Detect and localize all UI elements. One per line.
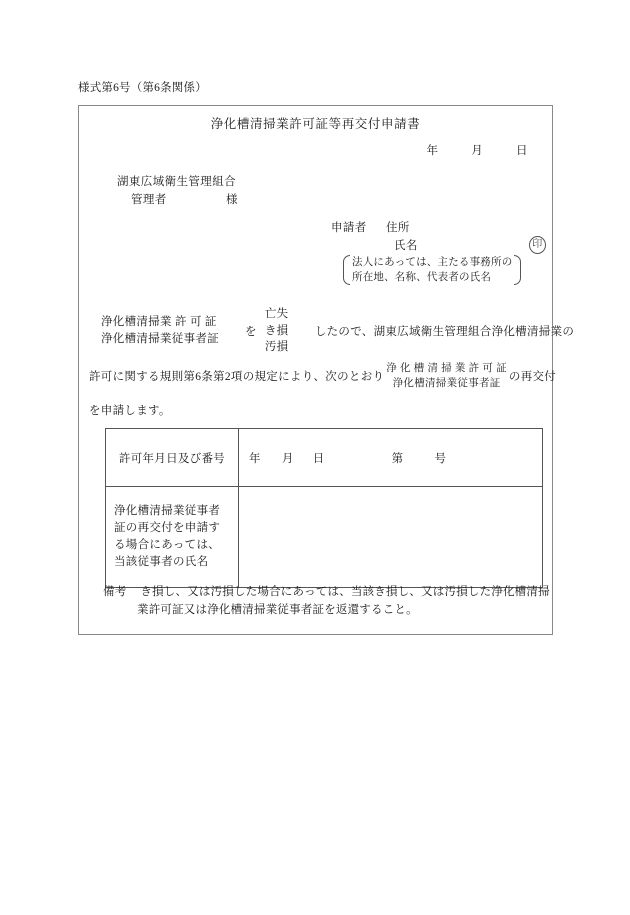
date-month-label: 月 [471,145,484,157]
permit-year-label: 年 [249,452,261,465]
reissue-document-choice[interactable] [386,361,507,391]
addressee-role-row [117,192,238,210]
corporate-note-line-2: 所在地、名称、代表者の氏名 [352,272,492,284]
condition-choice[interactable] [265,306,305,356]
remarks-heading: 備考 [103,586,127,598]
worker-name-label-line-2: 証の再交付を申請す [114,521,221,534]
worker-name-value[interactable] [239,487,543,588]
statement-line-3: を申請します。 [89,405,171,417]
permit-date-number-value[interactable] [239,429,543,487]
addressee-organization: 湖東広域衛生管理組合 [117,176,236,188]
statement-tail-1: したので、湖東広域衛生管理組合浄化槽清掃業の [314,326,575,338]
document-option-worker-card[interactable]: 浄化槽清掃業従事者証 [101,333,219,345]
condition-option-soiled[interactable]: 汚損 [264,341,289,354]
condition-option-lost[interactable]: 亡失 [264,308,289,320]
applicant-block [331,219,543,256]
form-frame [78,105,575,635]
date-line [427,142,529,158]
corporate-note-lines [349,254,515,286]
permit-number-prefix: 第 [391,452,404,465]
application-table [105,428,543,588]
condition-option-damaged[interactable]: き損 [264,324,289,337]
bracket-left-icon [341,254,349,286]
remarks-block [103,584,550,620]
applicant-name-label: 氏名 [394,240,418,253]
form-number: 様式第6号（第6条関係） [78,82,207,94]
statement-line-2 [89,361,556,391]
addressee-block [117,174,238,210]
worker-name-label [106,487,239,588]
permit-month-label: 月 [281,452,294,465]
table-row [106,429,543,487]
addressee-role: 管理者 [131,193,167,206]
permit-number-suffix: 号 [434,452,446,465]
addressee-honorific: 様 [225,193,238,206]
seal-stamp-icon: 印 [529,236,546,254]
particle-wo: を [245,326,257,338]
table-row [106,487,543,588]
applicant-address-label: 住所 [385,222,410,234]
permit-date-number-label: 許可年月日及び番号 [106,429,239,487]
reissue-option-worker-card[interactable]: 浄化槽清掃業従事者証 [392,378,501,390]
remarks-line-1 [103,584,550,602]
document-option-permit[interactable]: 浄化槽清掃業 許 可 証 [101,316,217,329]
bracket-right-icon [515,254,523,286]
statement-reissue-suffix: の再交付 [508,371,557,384]
page-title: 浄化槽清掃業許可証等再交付申請書 [210,117,421,131]
date-day-label: 日 [516,145,528,157]
date-year-label: 年 [426,145,439,157]
reissue-option-permit[interactable]: 浄 化 槽 清 掃 業 許 可 証 [386,363,507,374]
worker-name-label-line-3: る場合にあっては、 [114,539,221,551]
worker-name-label-line-1: 浄化槽清掃業従事者 [114,504,221,517]
remarks-text-line-2: 業許可証又は浄化槽清掃業従事者証を返還すること。 [137,603,418,616]
permit-day-label: 日 [312,452,325,465]
remarks-text-line-1: き損し、又は汚損した場合にあっては、当該き損し、又は汚損した浄化槽清掃 [140,586,550,598]
corporate-note [341,254,523,286]
document-type-choice[interactable] [101,314,237,347]
applicant-address-row [331,219,418,237]
statement-line-1 [101,306,574,356]
worker-name-label-line-4: 当該従事者の氏名 [114,556,209,569]
statement-regulation-text: 許可に関する規則第6条第2項の規定により、次のとおり [89,371,385,384]
corporate-note-line-1: 法人にあっては、主たる事務所の [352,257,513,268]
applicant-label: 申請者 [331,222,367,234]
